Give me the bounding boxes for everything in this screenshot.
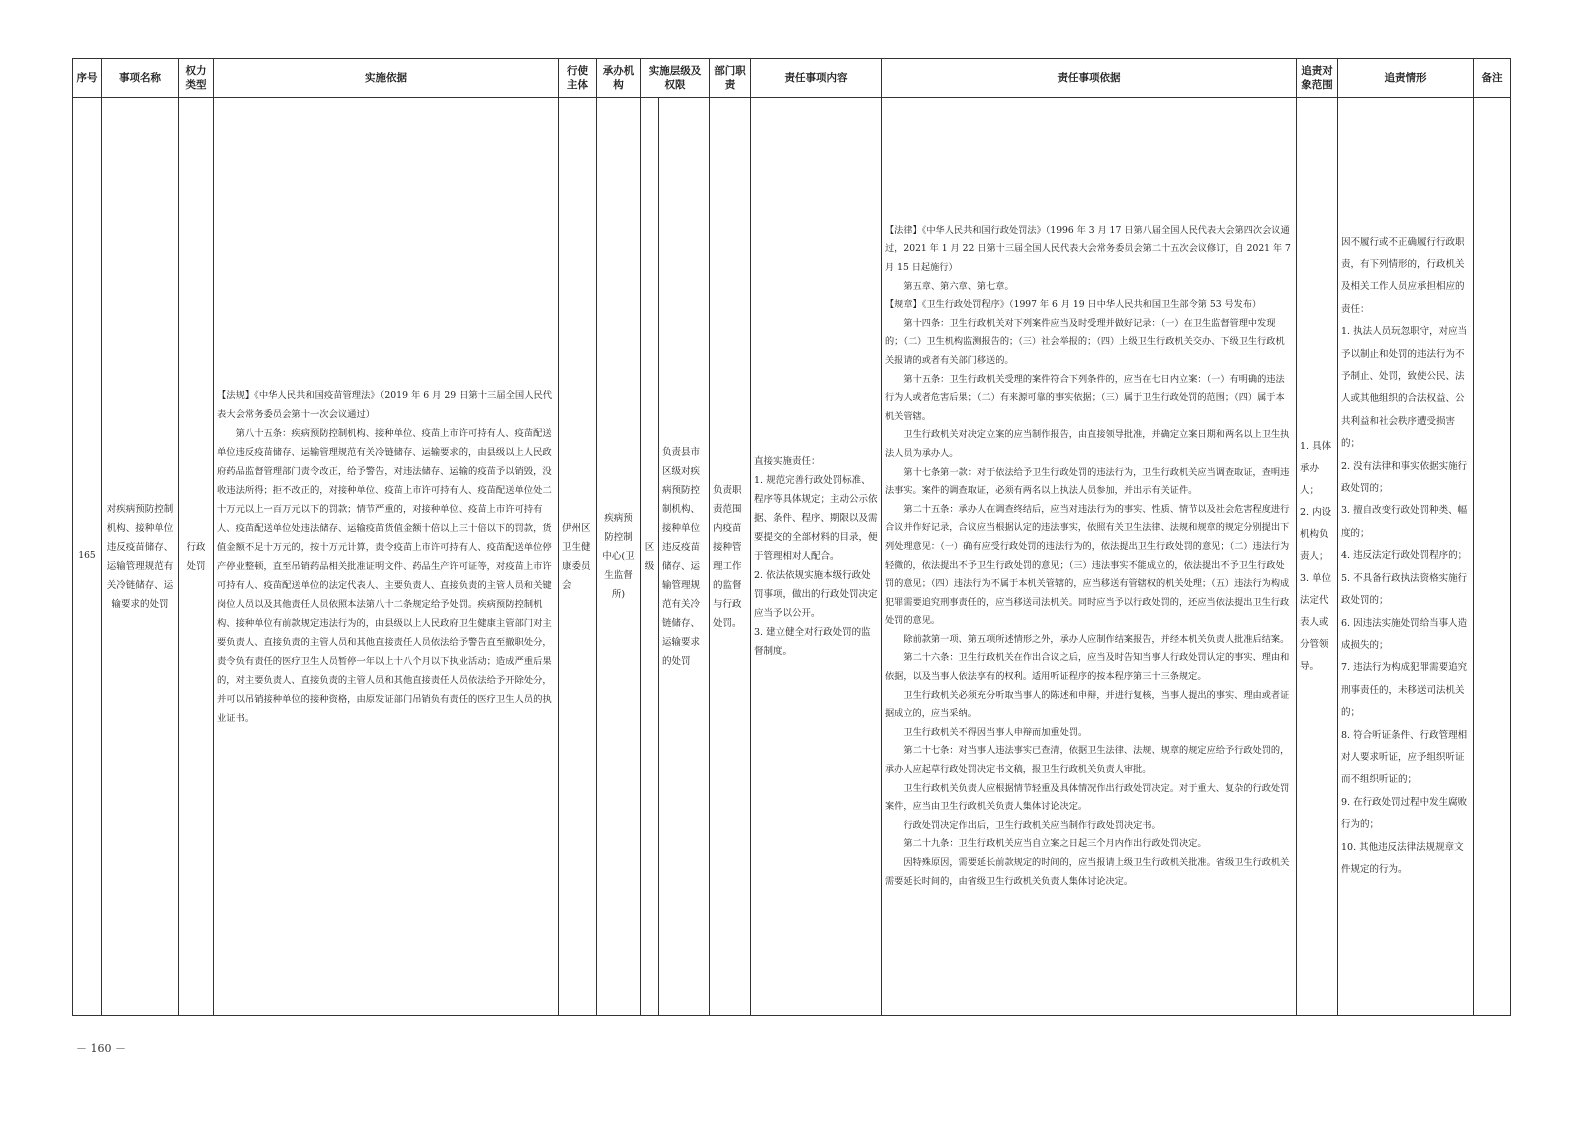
resp-content-item: 1. 规范完善行政处罚标准、程序等具体规定；主动公示依据、条件、程序、期限以及需要提交的全部材料的目录，便于管理相对人配合。 <box>754 475 878 562</box>
situation-item: 4. 违反法定行政处罚程序的； <box>1341 550 1468 562</box>
resp-basis-paragraph: 第五章、第六章、第七章。 <box>903 280 1014 292</box>
header-resp-content: 责任事项内容 <box>751 59 882 98</box>
situation-item: 2. 没有法律和事实依据实施行政处罚的； <box>1341 460 1468 495</box>
scope-item: 3. 单位法定代表人或分管领导。 <box>1300 572 1332 672</box>
resp-basis-paragraph: 行政处罚决定作出后，卫生行政机关应当制作行政处罚决定书。 <box>903 819 1161 831</box>
scope-item: 1. 具体承办人； <box>1300 440 1332 496</box>
resp-basis-paragraph: 除前款第一项、第五项所述情形之外，承办人应制作结案报告，并经本机关负责人批准后结案。 <box>903 633 1290 645</box>
situation-item: 8. 符合听证条件、行政管理相对人要求听证，应予组织听证而不组织听证的； <box>1341 729 1468 786</box>
header-scope: 追责对象范围 <box>1297 59 1338 98</box>
responsibility-table-sheet <box>72 58 1511 1016</box>
resp-content-heading: 直接实施责任： <box>754 456 821 467</box>
resp-basis-paragraph: 卫生行政机关必须充分听取当事人的陈述和申辩，并进行复核，当事人提出的事实、理由或者证据成立的，应当采纳。 <box>885 689 1290 720</box>
cell-basis <box>214 98 559 1016</box>
cell-remark <box>1474 98 1511 1016</box>
resp-basis-paragraph: 第十七条第一款：对于依法给予卫生行政处罚的违法行为，卫生行政机关应当调查取证，查明违法事实。案件的调查取证，必须有两名以上执法人员参加，并出示有关证件。 <box>885 466 1290 497</box>
responsibility-table <box>72 58 1511 1016</box>
page-number: － 160 － <box>76 1042 126 1055</box>
header-subject: 行使主体 <box>559 59 597 98</box>
situation-item: 5. 不具备行政执法资格实施行政处罚的； <box>1341 572 1468 607</box>
resp-basis-paragraph: 卫生行政机关不得因当事人申辩而加重处罚。 <box>903 726 1088 738</box>
table-row <box>73 98 1511 1016</box>
cell-resp-basis <box>882 98 1297 1016</box>
cell-scope <box>1297 98 1338 1016</box>
cell-duty: 负责职责范围内疫苗接种管理工作的监督与行政处罚。 <box>710 98 751 1016</box>
resp-basis-paragraph: 第二十七条：对当事人违法事实已查清，依据卫生法律、法规、规章的规定应给予行政处罚的，承办人应起草行政处罚决定书文稿，报卫生行政机关负责人审批。 <box>885 745 1290 776</box>
header-situation: 追责情形 <box>1338 59 1474 98</box>
header-power-type: 权力类型 <box>179 59 214 98</box>
resp-basis-paragraph: 第十五条：卫生行政机关受理的案件符合下列条件的，应当在七日内立案：（一）有明确的违法行为人或者危害后果；（二）有来源可靠的事实依据；（三）属于卫生行政处罚的范围；（四）属于本机关管辖。 <box>885 373 1285 422</box>
cell-level-scope: 负责县市区级对疾病预防控制机构、接种单位违反疫苗储存、运输管理规范有关冷链储存、运输要求的处罚 <box>659 98 710 1016</box>
situation-item: 3. 擅自改变行政处罚种类、幅度的； <box>1341 505 1468 539</box>
header-basis: 实施依据 <box>214 59 559 98</box>
situation-item: 1. 执法人员玩忽职守，对应当予以制止和处罚的违法行为不予制止、处罚，致使公民、法人或其他组织的合法权益、公共利益和社会秩序遭受损害的； <box>1341 326 1468 450</box>
resp-basis-paragraph: 第二十五条：承办人在调查终结后，应当对违法行为的事实、性质、情节以及社会危害程度进行合议并作好记录，合议应当根据认定的违法事实，依照有关卫生法律、法规和规章的规定分别提出下列处理意见：（一）确有应受行政处罚的违法行为的，依法提出卫生行政处罚的意见；（二）违法行为轻微的，依法提出不予卫生行政处罚的意见；（三）违法事实不能成立的，依法提出不予卫生行政处罚的意见；（四）违法行为不属于本机关管辖的，应当移送有管辖权的机关处理；（五）违法行为构成犯罪需要追究刑事责任的，应当移送司法机关。同时应当予以行政处罚的，还应当依法提出卫生行政处罚的意见。 <box>885 503 1290 627</box>
resp-basis-paragraph: 【法律】《中华人民共和国行政处罚法》（1996 年 3 月 17 日第八届全国人民代表大会第四次会议通过，2021 年 1 月 22 日第十三届全国人民代表大会常务委员会第二十五次会议修订，自 2021 年 7 月 15 日起施行） <box>885 224 1291 273</box>
table-header-row <box>73 59 1511 98</box>
basis-source: 【法规】《中华人民共和国疫苗管理法》（2019 年 6 月 29 日第十三届全国人民代表大会常务委员会第十一次会议通过） <box>217 389 553 420</box>
resp-basis-paragraph: 第十四条：卫生行政机关对下列案件应当及时受理并做好记录：（一）在卫生监督管理中发现的；（二）卫生机构监测报告的；（三）社会举报的；（四）上级卫生行政机关交办、下级卫生行政机关报请的或者有关部门移送的。 <box>885 317 1285 366</box>
cell-resp-content <box>751 98 882 1016</box>
header-seq: 序号 <box>73 59 102 98</box>
header-level: 实施层级及权限 <box>641 59 710 98</box>
resp-basis-paragraph: 卫生行政机关对决定立案的应当制作报告，由直接领导批准，并确定立案日期和两名以上卫生执法人员为承办人。 <box>885 429 1290 459</box>
situation-item: 10. 其他违反法律法规规章文件规定的行为。 <box>1341 841 1464 875</box>
cell-subject: 伊州区卫生健康委员会 <box>559 98 597 1016</box>
scope-item: 2. 内设机构负责人； <box>1300 506 1332 562</box>
resp-content-item: 2. 依法依规实施本级行政处罚事项，做出的行政处罚决定应当予以公开。 <box>754 570 878 619</box>
cell-power-type: 行政处罚 <box>179 98 214 1016</box>
cell-seq: 165 <box>73 98 102 1016</box>
header-resp-basis: 责任事项依据 <box>882 59 1297 98</box>
resp-basis-paragraph: 因特殊原因，需要延长前款规定的时间的，应当报请上级卫生行政机关批准。省级卫生行政机关需要延长时间的，由省级卫生行政机关负责人集体讨论决定。 <box>885 857 1290 887</box>
header-name: 事项名称 <box>102 59 179 98</box>
header-duty: 部门职责 <box>710 59 751 98</box>
resp-basis-paragraph: 【规章】《卫生行政处罚程序》（1997 年 6 月 19 日中华人民共和国卫生部令第 53 号发布） <box>885 299 1262 311</box>
cell-level-tier: 区级 <box>641 98 659 1016</box>
basis-article: 第八十五条：疾病预防控制机构、接种单位、疫苗上市许可持有人、疫苗配送单位违反疫苗储存、运输管理规范有关冷链储存、运输要求的，由县级以上人民政府药品监督管理部门责令改正，给予警告，对违法储存、运输的疫苗予以销毁，没收违法所得；拒不改正的，对接种单位、疫苗上市许可持有人、疫苗配送单位处二十万元以上一百万元以下的罚款；情节严重的，对接种单位、疫苗上市许可持有人、疫苗配送单位处违法储存、运输疫苗货值金额十倍以上三十倍以下的罚款，货值金额不足十万元的，按十万元计算，责令疫苗上市许可持有人、疫苗配送单位停产停业整顿，直至吊销药品相关批准证明文件、药品生产许可证等，对疫苗上市许可持有人、疫苗配送单位的法定代表人、主要负责人、直接负责的主管人员和关键岗位人员以及其他责任人员依照本法第八十二条规定给予处罚。疾病预防控制机构、接种单位有前款规定违法行为的，由县级以上人民政府卫生健康主管部门对主要负责人、直接负责的主管人员和其他直接责任人员依法给予警告直至撤职处分，责令负有责任的医疗卫生人员暂停一年以上十八个月以下执业活动；造成严重后果的，对主要负责人、直接负责的主管人员和其他直接责任人员依法给予开除处分，并可以吊销接种单位的接种资格，由原发证部门吊销负有责任的医疗卫生人员的执业证书。 <box>217 427 552 724</box>
resp-basis-paragraph: 第二十六条：卫生行政机关在作出合议之后，应当及时告知当事人行政处罚认定的事实、理由和依据，以及当事人依法享有的权利。适用听证程序的按本程序第三十三条规定。 <box>885 652 1290 683</box>
header-org: 承办机构 <box>597 59 641 98</box>
resp-basis-paragraph: 第二十九条：卫生行政机关应当自立案之日起三个月内作出行政处罚决定。 <box>903 838 1207 850</box>
resp-content-item: 3. 建立健全对行政处罚的监督制度。 <box>754 627 871 657</box>
situation-intro: 因不履行或不正确履行行政职责，有下列情形的，行政机关及相关工作人员应承担相应的责任： <box>1341 236 1465 315</box>
situation-item: 6. 因违法实施处罚给当事人造成损失的； <box>1341 617 1468 651</box>
cell-name: 对疾病预防控制机构、接种单位违反疫苗储存、运输管理规范有关冷链储存、运输要求的处罚 <box>102 98 179 1016</box>
cell-org: 疾病预防控制中心(卫生监督所) <box>597 98 641 1016</box>
situation-item: 7. 违法行为构成犯罪需要追究刑事责任的，未移送司法机关的； <box>1341 662 1468 719</box>
cell-situation <box>1338 98 1474 1016</box>
situation-item: 9. 在行政处罚过程中发生腐败行为的； <box>1341 796 1468 831</box>
header-remark: 备注 <box>1474 59 1511 98</box>
resp-basis-paragraph: 卫生行政机关负责人应根据情节轻重及具体情况作出行政处罚决定。对于重大、复杂的行政处罚案件，应当由卫生行政机关负责人集体讨论决定。 <box>885 782 1290 813</box>
